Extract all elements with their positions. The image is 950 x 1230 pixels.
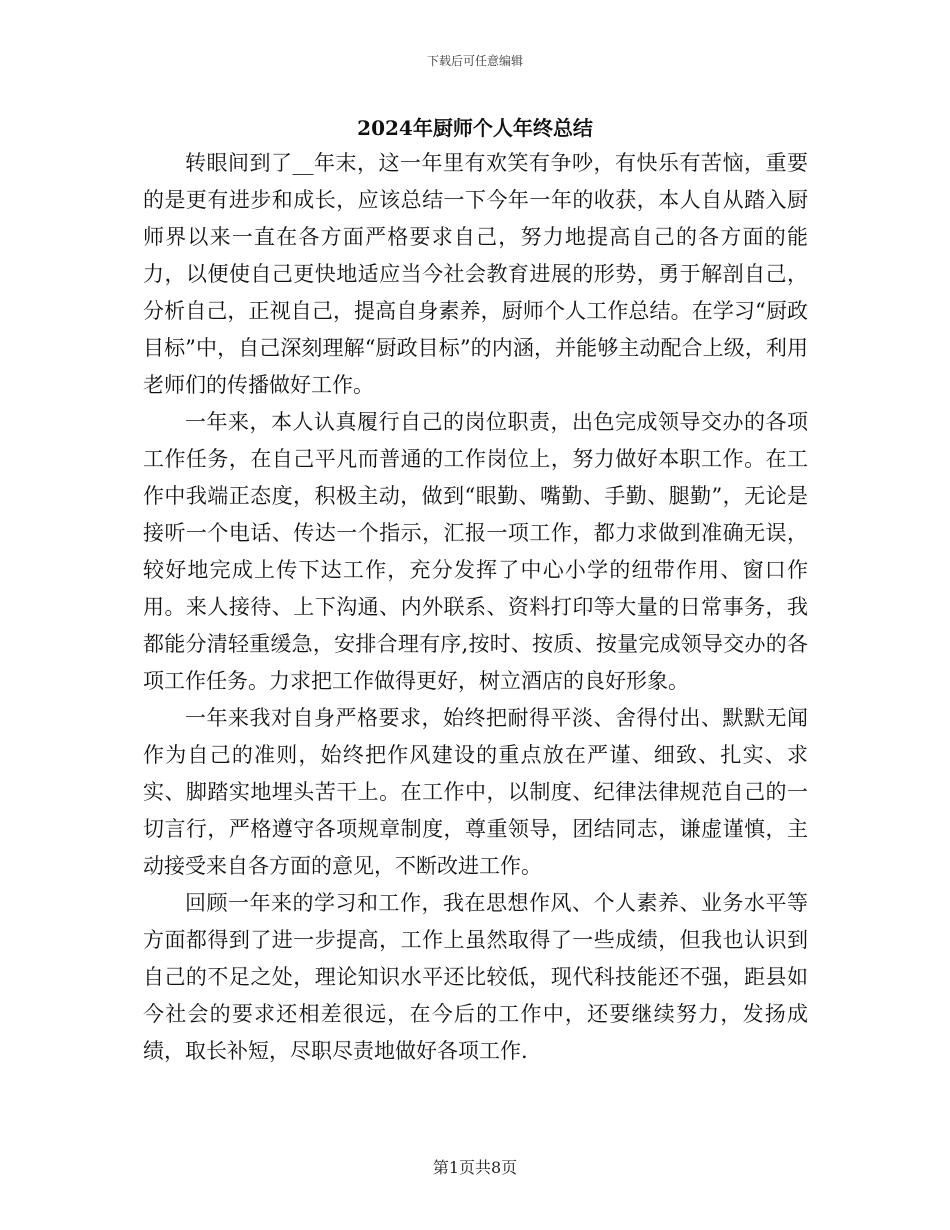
paragraph-2: 一年来，本人认真履行自己的岗位职责，出色完成领导交办的各项工作任务，在自己平凡而普通的工作岗位上，努力做好本职工作。在工作中我端正态度，积极主动，做到“眼勤、嘴勤、手勤、腿勤”，无论是接听一个电话、传达一个指示，汇报一项工作，都力求做到准确无误，较好地完成上传下达工作，充分发挥了中心小学的纽带作用、窗口作用。来人接待、上下沟通、内外联系、资料打印等大量的日常事务，我都能分清轻重缓急，安排合理有序,按时、按质、按量完成领导交办的各项工作任务。力求把工作做得更好，树立酒店的良好形象。	[143, 410, 808, 693]
header-note: 下载后可任意编辑	[426, 54, 523, 68]
paragraph-4: 回顾一年来的学习和工作，我在思想作风、个人素养、业务水平等方面都得到了进一步提高，工作上虽然取得了一些成绩，但我也认识到自己的不足之处，理论知识水平还比较低，现代科技能还不强，距县如今社会的要求还相差很远，在今后的工作中，还要继续努力，发扬成绩，取长补短，尽职尽责地做好各项工作.	[143, 891, 808, 1063]
document-body	[143, 145, 808, 1070]
page-indicator: 第1页共8页	[432, 1158, 518, 1177]
document-title: 2024年厨师个人年终总结	[357, 116, 593, 140]
paragraph-3: 一年来我对自身严格要求，始终把耐得平淡、舍得付出、默默无闻作为自己的准则，始终把作风建设的重点放在严谨、细致、扎实、求实、脚踏实地埋头苦干上。在工作中，以制度、纪律法律规范自己的一切言行，严格遵守各项规章制度，尊重领导，团结同志，谦虚谨慎，主动接受来自各方面的意见，不断改进工作。	[143, 706, 808, 878]
paragraph-1: 转眼间到了__年末，这一年里有欢笑有争吵，有快乐有苦恼，重要的是更有进步和成长，应该总结一下今年一年的收获，本人自从踏入厨师界以来一直在各方面严格要求自己，努力地提高自己的各方面的能力，以便使自己更快地适应当今社会教育进展的形势，勇于解剖自己，分析自己，正视自己，提高自身素养，厨师个人工作总结。在学习“厨政目标”中，自己深刻理解“厨政目标”的内涵，并能够主动配合上级，利用老师们的传播做好工作。	[143, 151, 808, 397]
